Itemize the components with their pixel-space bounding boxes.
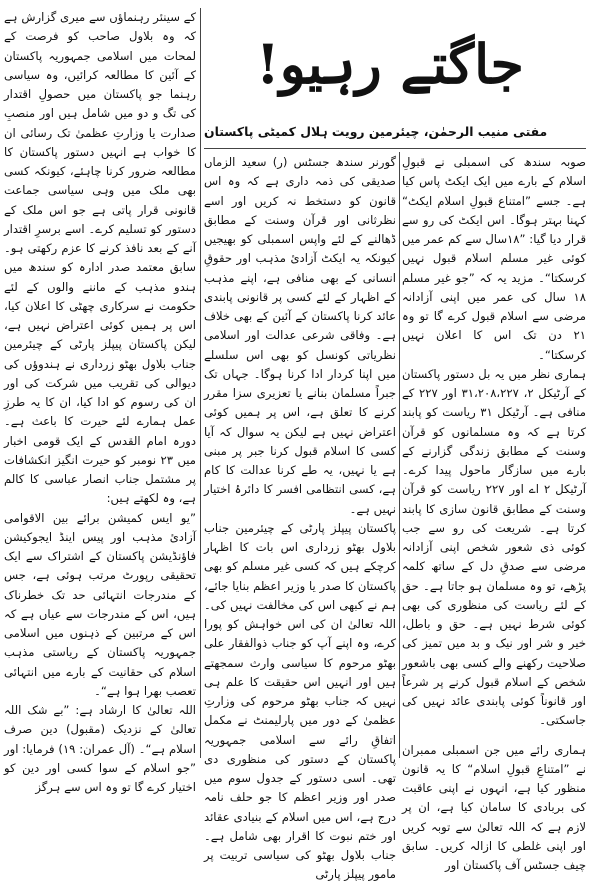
- article-column-left: [4, 8, 196, 794]
- paragraph: ہماری نظر میں یہ بل دستور پاکستان کے آرٹیکل ۲، ۳۱،۲۰۸،۲۲۷ اور ۲۲۷ کے منافی ہے۔ آرٹیکل ۳۱ ریاست کو پابند کرتا ہے کہ وہ مسلمانوں کو قرآن وسنت کے مطابق زندگی گزارنے کے بارے میں سازگار ماحول پیدا کرے۔ آرٹیکل ۲ اے اور ۲۲۷ ریاست کو قرآن وسنت کے مطابق قانون سازی کا پابند کرتا ہے۔ شریعت کی رو سے جب کوئی ذی شعور شخص اپنی آزادانہ مرضی سے صدقِ دل کے ساتھ کلمہ پڑھے، تو وہ مسلمان ہو جاتا ہے۔ حق کے لئے ریاست کی منظوری کی بھی کوئی شرط نہیں ہے۔ حق و باطل، خیر و شر اور نیک و بد میں تمیز کی صلاحیت رکھنے والے کسی بھی باشعور شخص کے اسلام قبول کرنے پر شرعاً اور قانوناً کوئی پابندی عائد نہیں کی جاسکتی۔: [402, 366, 586, 728]
- article-byline: مفتی منیب الرحمٰن، چیئرمین رویت ہلال کمیٹی پاکستان: [204, 124, 548, 139]
- paragraph: صوبہ سندھ کی اسمبلی نے قبولِ اسلام کے بارے میں ایک ایکٹ پاس کیا ہے۔ جسے ”امتناع قبولِ اسلام ایکٹ“ کہنا بہتر ہوگا۔ اس ایکٹ کی رو سے قرار دیا گیا: ”۱۸سال سے کم عمر میں کوئی غیر مسلم اسلام قبول نہیں کرسکتا“۔ مزید یہ کہ ”جو غیر مسلم ۱۸ سال کی عمر میں اپنی آزادانہ مرضی سے اسلام قبول کرے گا تو وہ ۲۱ دن تک اس کا اعلان نہیں کرسکتا“۔: [402, 155, 586, 362]
- column-divider-left: [200, 8, 201, 758]
- column-divider-right: [399, 152, 400, 758]
- paragraph: ہماری رائے میں جن اسمبلی ممبران نے ”امتناعِ قبولِ اسلام“ کا یہ قانون منظور کیا ہے، انہوں نے اپنی عاقبت کی بربادی کا سامان کیا ہے، ان پر لازم ہے کہ اللہ تعالیٰ سے توبہ کریں اور اپنی غلطی کا ازالہ کریں۔ سابق چیف جسٹس آف پاکستان اور: [402, 742, 586, 872]
- article-column-middle: [204, 153, 396, 882]
- quoted-excerpt: ”یو ایس کمیشن برائے بین الاقوامی آزادیٔ مذہب اور پیس اینڈ ایجوکیشن فاؤنڈیشن پاکستان کے اشتراک سے ایک تحقیقی رپورٹ مرتب ہوئی ہے، جس کے مندرجات انتہائی حد تک خطرناک ہیں، اس کے مندرجات سے عیاں ہے کہ اس کے مرتبین کے ذہنوں میں اسلامی جمہوریہ پاکستان کے ریاستی مذہب اسلام کی حقانیت کے بارے میں انتہائی تعصب بھرا ہوا ہے“۔: [4, 510, 196, 698]
- paragraph: اللہ تعالیٰ کا ارشاد ہے: ”بے شک اللہ تعالیٰ کے نزدیک (مقبول) دین صرف اسلام ہے“۔ (آل عمران: ۱۹) فرمایا: اور ”جو اسلام کے سوا کسی اور دین کو اختیار کرے گا تو وہ اس سے ہرگز: [4, 703, 196, 794]
- paragraph-gap: [402, 731, 586, 741]
- article-column-right: [402, 153, 586, 872]
- article-headline: جاگتے رہیو!: [256, 32, 524, 96]
- paragraph: کے سینئر رہنماؤں سے میری گزارش ہے کہ وہ بلاول صاحب کو فرصت کے لمحات میں اسلامی جمہوریہ پاکستان کے آئین کا مطالعہ کرائیں، وہ سیاسی رہنما جو پاکستان میں حصولِ اقتدار کی تگ و دو میں شامل ہیں اور منصبِ صدارت یا وزارتِ عظمیٰ تک رسائی ان کا خواب ہے انہیں دستور پاکستان کا مطالعہ ضرور کرنا چاہئے، کیونکہ کسی بھی ملک میں وہی سیاسی جماعت قانونی قرار پاتی ہے جو اس ملک کے دستور کو تسلیم کرے۔ اسے برسرِ اقتدار آنے کے بعد نافذ کرنے کا عزم رکھتی ہو۔ سابق معتمد صدر ادارہ کو سندھ میں ہندو مذہب کے ماننے والوں کے لئے حکومت نے سرکاری چھٹی کا اعلان کیا، اس پر ہمیں کوئی اعتراض نہیں ہے، لیکن پاکستان پیپلز پارٹی کے چیئرمین جناب بلاول بھٹو زرداری نے ہندوؤں کی دیوالی کی تقریب میں شرکت کی اور ان کی رسوم کو ادا کیا، ان کا یہ طرزِ عمل ہمارے لئے حیرت کا باعث ہے۔ دورہ امام القدس کے ایک قومی اخبار میں ۲۳ نومبر کو حیرت انگیز انکشافات پر مشتمل جناب انصار عباسی کا کالم ہے، وہ لکھتے ہیں:: [4, 10, 196, 506]
- paragraph: پاکستان پیپلز پارٹی کے چیئرمین جناب بلاول بھٹو زرداری اس بات کا اظہار کرچکے ہیں کہ کسی غیر مسلم کو بھی پاکستان کا صدر یا وزیر اعظم بنایا جائے، ہم نے کبھی اس کی مخالفت نہیں کی۔ اللہ تعالیٰ ان کی اس خواہش کو پورا کرے، وہ اپنے آپ کو جناب ذوالفقار علی بھٹو مرحوم کا سیاسی وارث سمجھتے ہیں اور انہیں اس حقیقت کا علم ہی نہیں کہ جناب بھٹو مرحوم کی وزارتِ عظمیٰ کے دور میں پارلیمنٹ نے مکمل اتفاقِ رائے سے اسلامی جمہوریہ پاکستان کے دستور کی منظوری دی تھی۔ اسی دستور کے جدول سوم میں صدر اور وزیر اعظم کا جو حلف نامہ درج ہے، اس میں اسلام کے بنیادی عقائد اور ختم نبوت کا اقرار بھی شامل ہے۔ جناب بلاول بھٹو کی سیاسی تربیت پر مامور پیپلز پارٹی: [204, 520, 396, 882]
- byline-divider: [204, 148, 586, 149]
- paragraph: گورنر سندھ جسٹس (ر) سعید الزماں صدیقی کی ذمہ داری ہے کہ وہ اس قانون کو دستخط نہ کریں اور اسے نظرثانی اور قرآن وسنت کے مطابق ڈھالنے کے لئے واپس اسمبلی کو بھیجیں کیونکہ یہ ایکٹ آزادیٔ مذہب اور حقوقِ انسانی کے بھی منافی ہے، اپنے مذہب کے اظہار کے لئے کسی پر قانونی پابندی عائد کرنا پاکستان کے آئین کے بھی خلاف ہے۔ وفاقی شرعی عدالت اور اسلامی نظریاتی کونسل کو بھی اس سلسلے میں اپنا کردار ادا کرنا ہوگا۔ جہاں تک جبراً مسلمان بنانے یا تعزیری سزا مقرر کرنے کا تعلق ہے، اس پر ہمیں کوئی اعتراض نہیں ہے لیکن یہ سوال کہ آیا کسی کا اسلام قبول کرنا جبر پر مبنی ہے یا نہیں، یہ طے کرنا عدالت کا کام ہے، کسی انتظامی افسر کا دائرۂ اختیار نہیں ہے۔: [204, 155, 396, 516]
